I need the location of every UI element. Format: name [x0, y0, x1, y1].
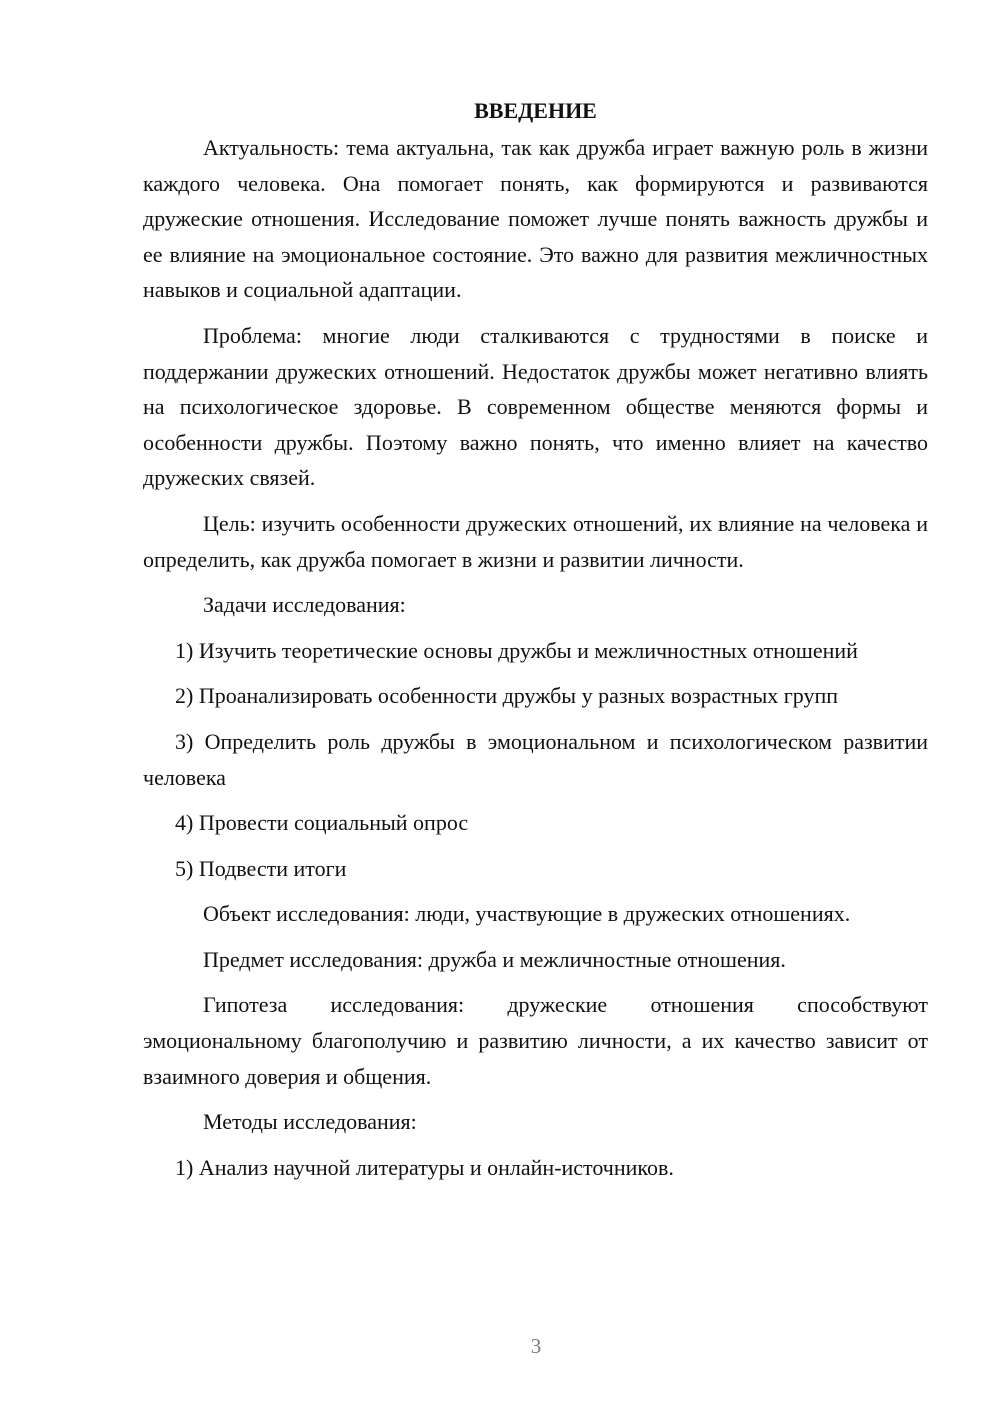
paragraph-problem: Проблема: многие люди сталкиваются с трудностями в поиске и поддержании дружеских отношений. Недостаток дружбы может негативно влиять на психологическое здоровье. В современном обществе меняются формы и особенности дружбы. Поэтому важно понять, что именно влияет на качество дружеских связей. — [143, 322, 928, 491]
paragraph-relevance: Актуальность: тема актуальна, так как дружба играет важную роль в жизни каждого человека. Она помогает понять, как формируются и развиваются дружеские отношения. Исследование поможет лучше понять важность дружбы и ее влияние на эмоциональное состояние. Это важно для развития межличностных навыков и социальной адаптации. — [143, 135, 928, 303]
page-number: 3 — [530, 1334, 542, 1358]
paragraph-hypothesis: Гипотеза исследования: дружеские отношения способствуют эмоциональному благополучию и развитию личности, а их качество зависит от взаимного доверия и общения. — [143, 992, 928, 1089]
paragraph-subject: Предмет исследования: дружба и межличностные отношения. — [203, 946, 786, 972]
task-item-4: 4) Провести социальный опрос — [175, 810, 469, 836]
paragraph-object: Объект исследования: люди, участвующие в дружеских отношениях. — [203, 901, 851, 927]
task-item-2: 2) Проанализировать особенности дружбы у разных возрастных групп — [175, 683, 839, 709]
section-title: ВВЕДЕНИЕ — [474, 98, 597, 123]
paragraph-goal: Цель: изучить особенности дружеских отношений, их влияние на человека и определить, как дружба помогает в жизни и развитии личности. — [143, 510, 928, 572]
tasks-heading: Задачи исследования: — [203, 592, 406, 618]
task-item-3: 3) Определить роль дружбы в эмоциональном и психологическом развитии человека — [143, 728, 928, 790]
task-item-1: 1) Изучить теоретические основы дружбы и межличностных отношений — [175, 637, 858, 663]
methods-heading: Методы исследования: — [203, 1109, 417, 1135]
page-body — [143, 96, 928, 1185]
method-item-1: 1) Анализ научной литературы и онлайн-источников. — [175, 1154, 674, 1180]
task-item-5: 5) Подвести итоги — [175, 855, 347, 881]
